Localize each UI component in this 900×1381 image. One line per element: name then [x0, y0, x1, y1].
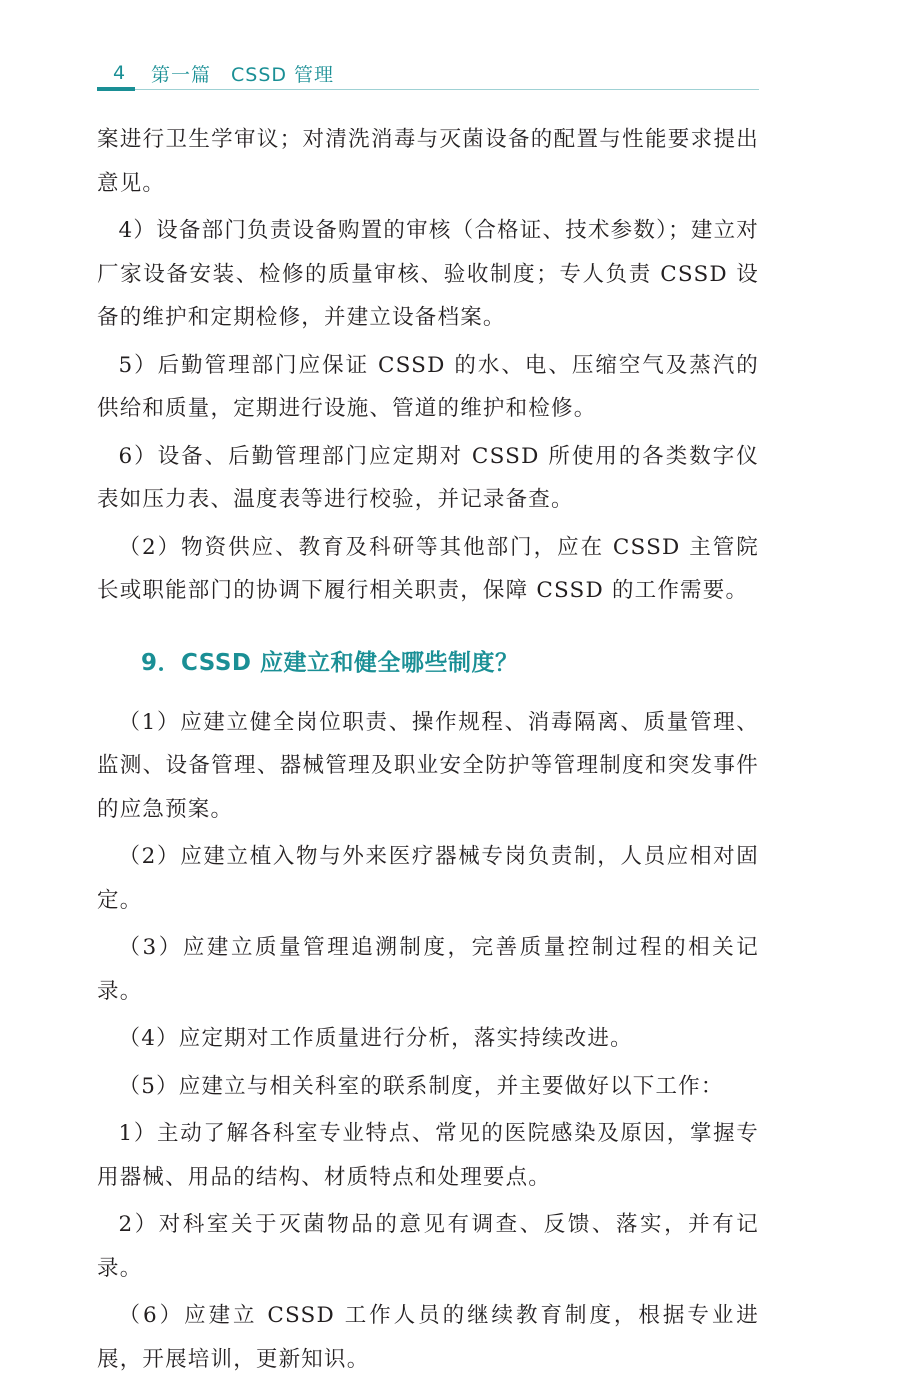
paragraph: （6）应建立 CSSD 工作人员的继续教育制度，根据专业进展，开展培训，更新知识。	[97, 1303, 759, 1372]
paragraph: （2）应建立植入物与外来医疗器械专岗负责制，人员应相对固定。	[97, 844, 759, 913]
paragraph: （1）应建立健全岗位职责、操作规程、消毒隔离、质量管理、监测、设备管理、器械管理及职业安全防护等管理制度和突发事件的应急预案。	[97, 709, 759, 822]
header-rule-accent	[97, 87, 135, 91]
paragraph: （4）应定期对工作质量进行分析，落实持续改进。	[118, 1026, 633, 1051]
paragraph: 6）设备、后勤管理部门应定期对 CSSD 所使用的各类数字仪表如压力表、温度表等进行校验，并记录备查。	[97, 443, 759, 512]
header-rule	[97, 89, 759, 90]
paragraph: （5）应建立与相关科室的联系制度，并主要做好以下工作：	[118, 1073, 724, 1099]
running-head	[97, 56, 334, 90]
section-heading: 9．CSSD 应建立和健全哪些制度？	[141, 649, 519, 676]
paragraph: 4）设备部门负责设备购置的审核（合格证、技术参数）；建立对厂家设备安装、检修的质量审核、验收制度；专人负责 CSSD 设备的维护和定期检修，并建立设备档案。	[97, 218, 759, 330]
paragraph: （3）应建立质量管理追溯制度，完善质量控制过程的相关记录。	[97, 935, 759, 1004]
page-number: 4	[113, 62, 126, 84]
paragraph: 5）后勤管理部门应保证 CSSD 的水、电、压缩空气及蒸汽的供给和质量，定期进行设施、管道的维护和检修。	[97, 352, 759, 421]
paragraph: 1）主动了解各科室专业特点、常见的医院感染及原因，掌握专用器械、用品的结构、材质特点和处理要点。	[97, 1121, 759, 1190]
page-body	[97, 118, 759, 1381]
paragraph: 2）对科室关于灭菌物品的意见有调查、反馈、落实，并有记录。	[97, 1212, 759, 1281]
paragraph: 案进行卫生学审议；对清洗消毒与灭菌设备的配置与性能要求提出意见。	[97, 127, 759, 196]
paragraph: （2）物资供应、教育及科研等其他部门，应在 CSSD 主管院长或职能部门的协调下履行相关职责，保障 CSSD 的工作需要。	[97, 534, 759, 603]
chapter-title: 第一篇 CSSD 管理	[151, 63, 335, 86]
